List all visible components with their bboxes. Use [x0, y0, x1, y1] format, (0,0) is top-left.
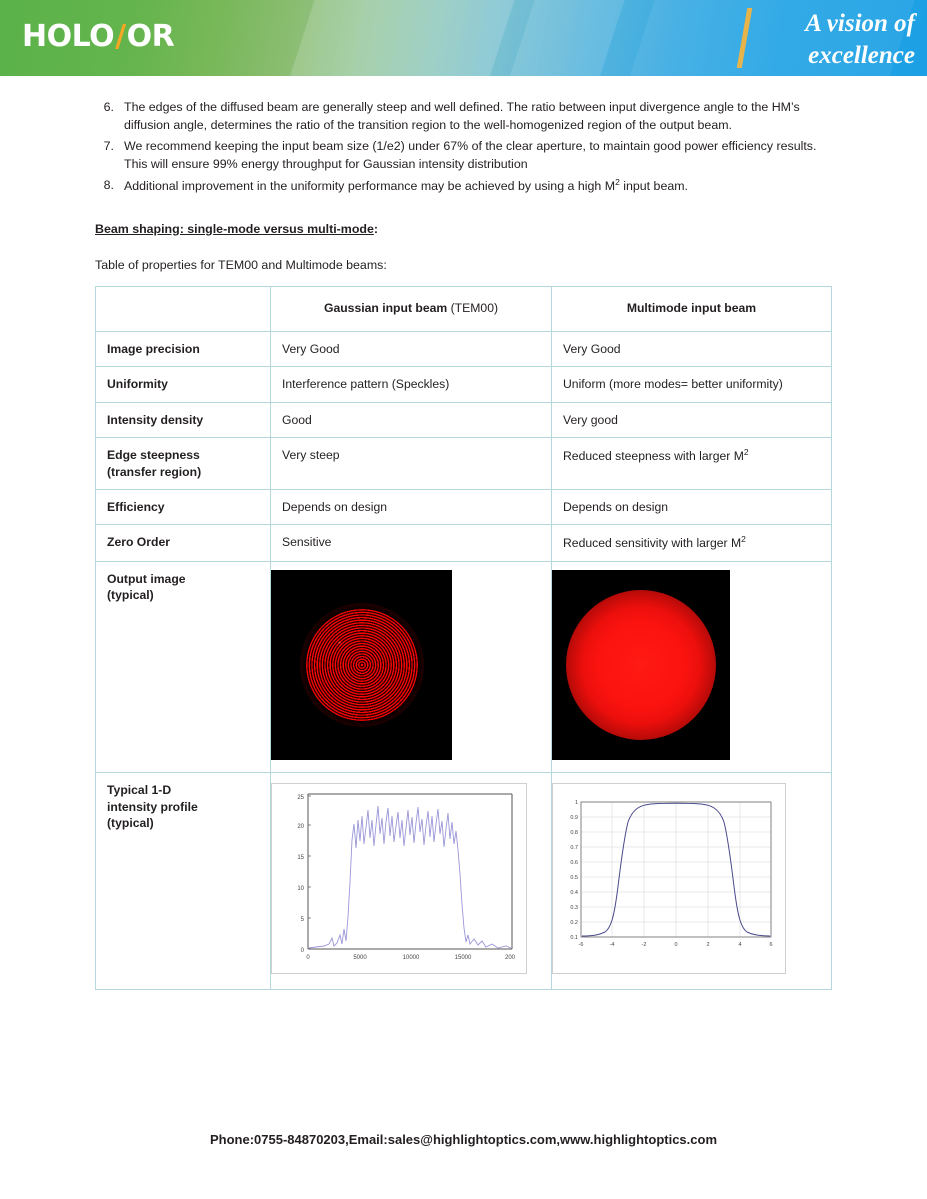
- list-item: [103, 176, 837, 195]
- table-row: [96, 438, 832, 490]
- cell-multimode-profile-plot: [552, 773, 832, 989]
- cell-gaussian-efficiency: Depends on design: [271, 490, 552, 525]
- table-row: [96, 402, 832, 437]
- xtick-neg2: -2: [641, 942, 647, 949]
- table-header-gaussian-bold: Gaussian input beam: [323, 301, 451, 316]
- ytick-0-9: 0.9: [570, 815, 578, 822]
- list-item-text: We recommend keeping the input beam size (1/e2) under 67% of the clear aperture, to maintain good power efficiency results. This will ensure 99% energy throughput for Gaussian intensity distribution: [124, 139, 817, 172]
- xtick-6: 6: [769, 942, 773, 949]
- cell-gaussian-intensity-density: Good: [271, 402, 552, 437]
- ytick-5: 5: [300, 917, 304, 924]
- table-row: [96, 367, 832, 402]
- header-sheen-1: [276, 0, 525, 76]
- holoor-logo: [22, 19, 175, 54]
- section-subheading-colon: :: [373, 221, 378, 236]
- multimode-profile-svg: [555, 786, 783, 971]
- table-row: [96, 525, 832, 562]
- xtick-0: 0: [306, 955, 310, 962]
- cell-multimode-efficiency: Depends on design: [552, 490, 832, 525]
- header-sheen-2: [496, 0, 635, 76]
- header-tagline: [805, 8, 915, 72]
- superscript-m-squared: 2: [615, 177, 620, 188]
- row-label-edge-steepness-line2: (transfer region): [107, 464, 202, 479]
- properties-table: [95, 286, 832, 990]
- list-item-number: 6.: [103, 100, 114, 114]
- superscript-m-squared: 2: [743, 447, 749, 458]
- cell-multimode-uniformity: Uniform (more modes= better uniformity): [552, 367, 832, 402]
- page-footer: Phone:0755-84870203,Email:sales@highlightoptics.com,www.highlightoptics.com: [209, 1132, 718, 1147]
- gaussian-disk: [566, 590, 716, 740]
- row-label-uniformity: Uniformity: [96, 367, 271, 402]
- ytick-0-5: 0.5: [570, 875, 578, 882]
- list-item-text: The edges of the diffused beam are generally steep and well defined. The ratio between input divergence angle to the HM’s diffusion angle, determines the ratio of the transition region to the well-homogenized region of the output beam.: [124, 100, 800, 133]
- table-header-multimode: Multimode input beam: [552, 286, 832, 331]
- table-header-gaussian: [271, 286, 552, 331]
- document-body: [0, 76, 927, 990]
- multimode-profile-chart: [552, 783, 786, 974]
- cell-multimode-output-image: [552, 562, 832, 773]
- page-header: [0, 0, 927, 76]
- speckle-disk: [306, 609, 418, 721]
- tagline-line-2: excellence: [808, 42, 915, 69]
- superscript-m-squared: 2: [741, 534, 746, 545]
- xtick-10000: 10000: [402, 955, 420, 962]
- cell-multimode-image-precision: Very Good: [552, 331, 832, 366]
- table-intro-text: Table of properties for TEM00 and Multimode beams:: [95, 257, 387, 272]
- ytick-0-2: 0.2: [570, 920, 578, 927]
- ytick-10: 10: [297, 886, 304, 893]
- table-row: [96, 773, 832, 989]
- xtick-0: 0: [674, 942, 678, 949]
- ytick-0: 0: [300, 948, 304, 955]
- cell-multimode-edge-steepness-text: Reduced steepness with larger M: [563, 449, 744, 464]
- logo-slash: /: [115, 19, 126, 54]
- numbered-notes-list: [0, 98, 927, 196]
- speckled-beam-image: [271, 570, 452, 760]
- xtick-2: 2: [706, 942, 710, 949]
- row-label-edge-steepness-line1: Edge steepness: [107, 448, 200, 463]
- uniform-beam-image: [552, 570, 730, 760]
- row-label-intensity-profile: [96, 773, 271, 989]
- row-label-output-image-line2: (typical): [107, 588, 154, 603]
- ytick-0-8: 0.8: [570, 830, 578, 837]
- list-item: [103, 98, 837, 134]
- ytick-15: 15: [297, 855, 304, 862]
- row-label-output-image-line1: Output image: [107, 572, 186, 587]
- xtick-neg6: -6: [578, 942, 584, 949]
- list-item-text-tail: input beam.: [619, 179, 688, 194]
- row-label-profile-line3: (typical): [107, 816, 154, 831]
- table-row: [96, 331, 832, 366]
- cell-gaussian-image-precision: Very Good: [271, 331, 552, 366]
- table-row: [96, 562, 832, 773]
- row-label-image-precision: Image precision: [96, 331, 271, 366]
- table-row: [96, 490, 832, 525]
- tagline-line-1: A vision of: [805, 10, 915, 37]
- row-label-output-image: [96, 562, 271, 773]
- row-label-zero-order: Zero Order: [96, 525, 271, 562]
- ytick-1: 1: [574, 800, 578, 807]
- cell-multimode-intensity-density: Very good: [552, 402, 832, 437]
- cell-gaussian-profile-plot: [271, 773, 552, 989]
- cell-multimode-zero-order: [552, 525, 832, 562]
- logo-sub-text: OR: [126, 19, 175, 54]
- ytick-0-3: 0.3: [570, 905, 578, 912]
- logo-main-text: HOLO: [22, 19, 115, 54]
- row-label-intensity-density: Intensity density: [96, 402, 271, 437]
- xtick-200: 200: [504, 955, 516, 962]
- section-subheading-underlined: Beam shaping: single-mode versus multi-mode: [95, 221, 374, 236]
- cell-multimode-edge-steepness: [552, 438, 832, 490]
- list-item: [103, 137, 837, 173]
- ytick-0-4: 0.4: [570, 890, 578, 897]
- gaussian-profile-svg: [274, 786, 524, 971]
- xtick-15000: 15000: [454, 955, 472, 962]
- list-item-text: Additional improvement in the uniformity performance may be achieved by using a high M: [124, 179, 616, 194]
- row-label-profile-line1: Typical 1-D: [107, 783, 172, 798]
- xtick-4: 4: [738, 942, 742, 949]
- cell-gaussian-uniformity: Interference pattern (Speckles): [271, 367, 552, 402]
- row-label-profile-line2: intensity profile: [107, 799, 198, 814]
- gaussian-profile-chart: [271, 783, 527, 974]
- list-item-number: 7.: [103, 139, 114, 154]
- ytick-0-6: 0.6: [570, 860, 578, 867]
- xtick-5000: 5000: [353, 955, 367, 962]
- table-corner-cell: [96, 286, 271, 331]
- row-label-efficiency: Efficiency: [96, 490, 271, 525]
- cell-gaussian-output-image: [271, 562, 552, 773]
- ytick-20: 20: [297, 824, 304, 831]
- cell-multimode-zero-order-text: Reduced sensitivity with larger M: [563, 536, 742, 551]
- xtick-neg4: -4: [609, 942, 615, 949]
- section-subheading: [0, 222, 927, 236]
- table-header-row: [96, 286, 832, 331]
- ytick-0-1: 0.1: [570, 935, 578, 942]
- cell-gaussian-zero-order: Sensitive: [271, 525, 552, 562]
- row-label-edge-steepness: [96, 438, 271, 490]
- cell-gaussian-edge-steepness: Very steep: [271, 438, 552, 490]
- ytick-0-7: 0.7: [570, 845, 578, 852]
- list-item-number: 8.: [103, 178, 114, 193]
- ytick-25: 25: [297, 795, 304, 802]
- table-header-gaussian-mode: (TEM00): [450, 301, 499, 316]
